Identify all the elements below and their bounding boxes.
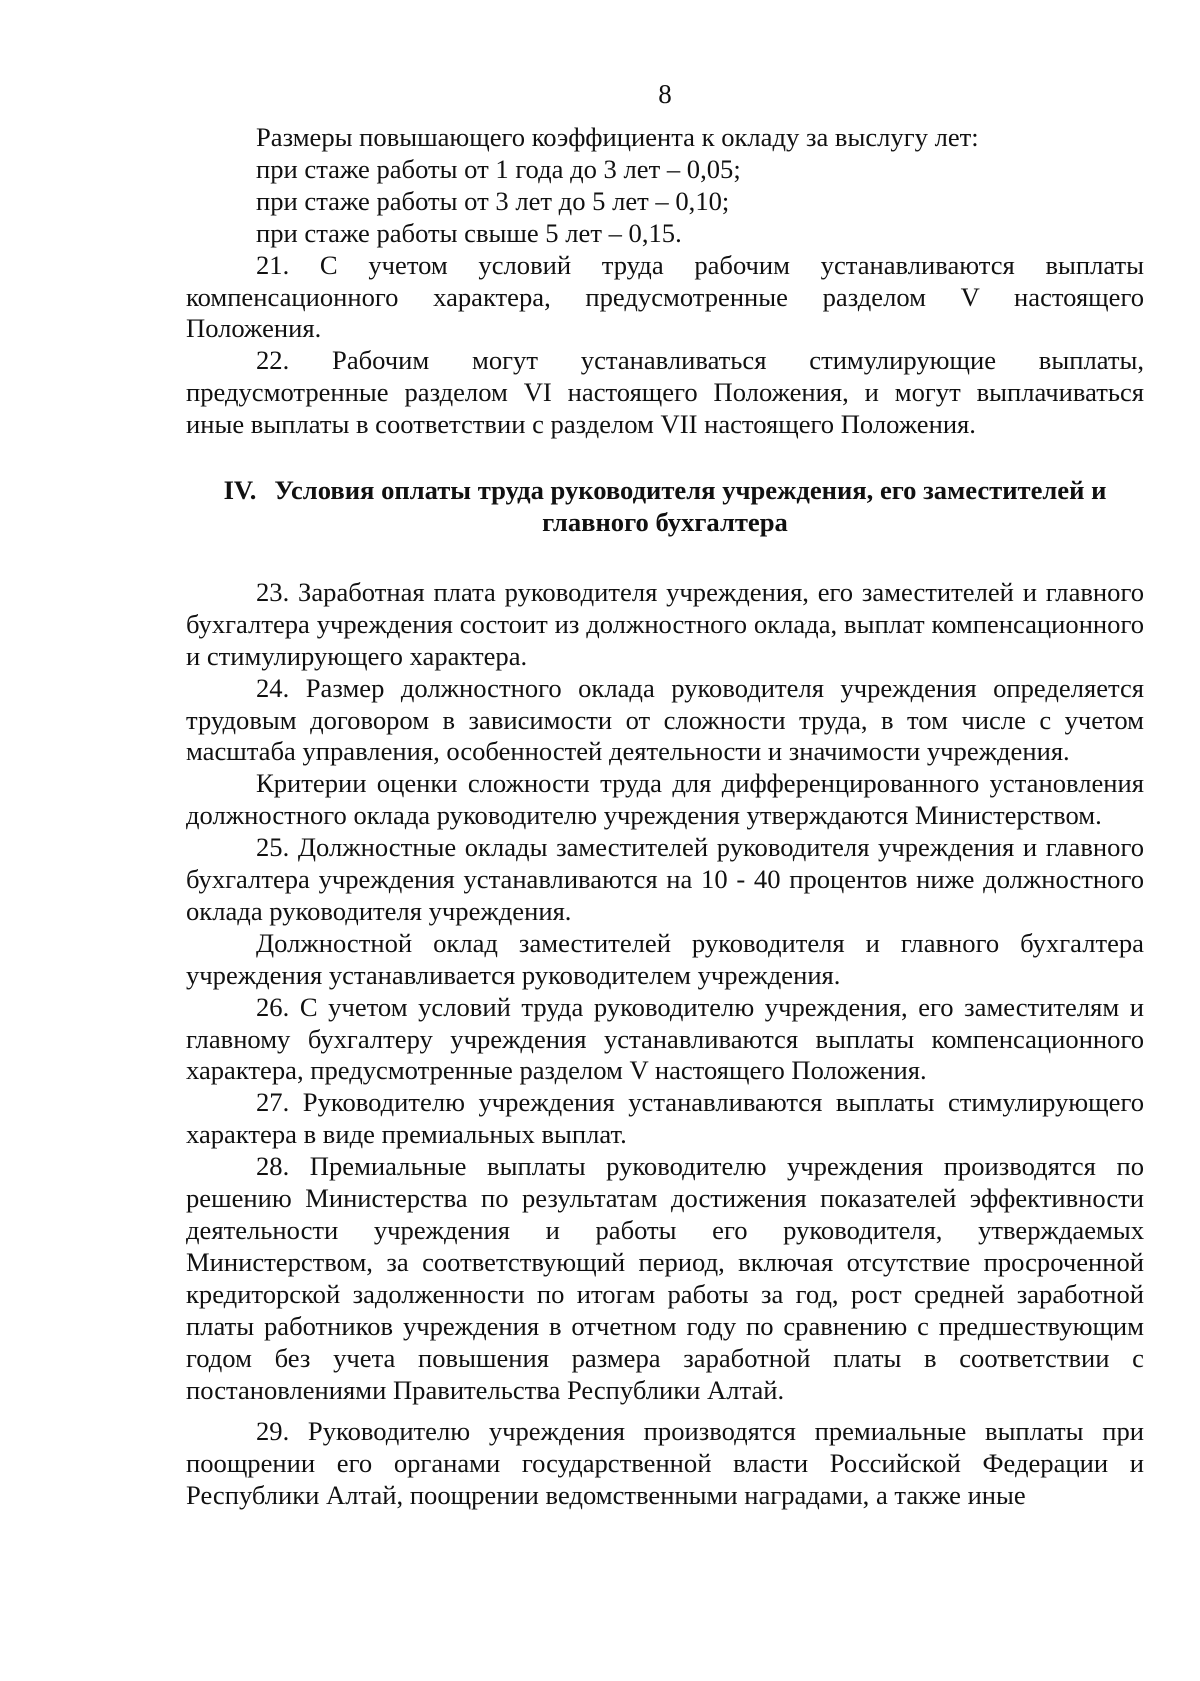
intro-line: при стаже работы от 3 лет до 5 лет – 0,10; [256, 185, 730, 216]
paragraph-22: 22. Рабочим могут устанавливаться стимулирующие выплаты, предусмотренные разделом VI настоящего Положения, и могут выплачиваться иные выплаты в соответствии с разделом VII настоящего Положения. [186, 345, 1144, 440]
paragraph-24: 24. Размер должностного оклада руководителя учреждения определяется трудовым договором в зависимости от сложности труда, в том числе с учетом масштаба управления, особенностей деятельности и значимости учреждения. [186, 672, 1144, 767]
intro-line: при стаже работы от 1 года до 3 лет – 0,05; [256, 153, 741, 184]
paragraph-26: 26. С учетом условий труда руководителю учреждения, его заместителям и главному бухгалтеру учреждения устанавливаются выплаты компенсационного характера, предусмотренные разделом V настоящего Положения. [186, 991, 1144, 1086]
section-title: Условия оплаты труда руководителя учреждения, его заместителей и главного бухгалтера [274, 475, 1107, 537]
paragraph-25: 25. Должностные оклады заместителей руководителя учреждения и главного бухгалтера учреждения устанавливаются на 10 - 40 процентов ниже должностного оклада руководителя учреждения. [186, 832, 1144, 926]
page-number: 8 [658, 79, 672, 109]
intro-line: Размеры повышающего коэффициента к окладу за выслугу лет: [256, 122, 979, 152]
section-number: IV. [223, 475, 257, 506]
document-body [186, 122, 1144, 1512]
intro-line: при стаже работы свыше 5 лет – 0,15. [256, 217, 682, 248]
paragraph-29: 29. Руководителю учреждения производятся премиальные выплаты при поощрении его органами государственной власти Российской Федерации и Республики Алтай, поощрении ведомственными наградами, а также иные [186, 1416, 1144, 1511]
paragraph-21: 21. С учетом условий труда рабочим устанавливаются выплаты компенсационного характера, предусмотренные разделом V настоящего Положения. [186, 249, 1144, 344]
paragraph-28: 28. Премиальные выплаты руководителю учреждения производятся по решению Министерства по результатам достижения показателей эффективности деятельности учреждения и работы его руководителя, утверждаемых Министерством, за соответствующий период, включая отсутствие просроченной кредиторской задолженности по итогам работы за год, рост средней заработной платы работников учреждения в отчетном году по сравнению с предшествующим годом без учета повышения размера заработной платы в соответствии с постановлениями Правительства Республики Алтай. [186, 1151, 1144, 1405]
paragraph-criteria: Критерии оценки сложности труда для дифференцированного установления должностного оклада руководителю учреждения утверждаются Министерством. [186, 768, 1144, 831]
paragraph-27: 27. Руководителю учреждения устанавливаются выплаты стимулирующего характера в виде премиальных выплат. [186, 1087, 1144, 1150]
paragraph-deputy-salary: Должностной оклад заместителей руководителя и главного бухгалтера учреждения устанавливается руководителем учреждения. [186, 927, 1144, 990]
section-heading [186, 475, 1144, 539]
paragraph-23: 23. Заработная плата руководителя учреждения, его заместителей и главного бухгалтера учреждения состоит из должностного оклада, выплат компенсационного и стимулирующего характера. [186, 576, 1144, 671]
